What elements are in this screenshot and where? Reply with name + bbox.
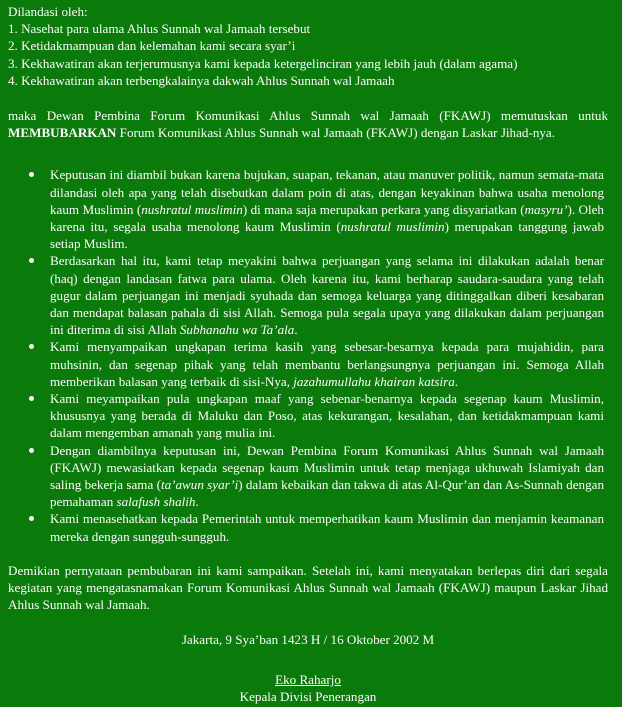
reason-item: 3. Kekhawatiran akan terjerumusnya kami kepada ketergelinciran yang lebih jauh (dalam agama) [8,55,518,71]
list-item: Keputusan ini diambil bukan karena bujukan, suapan, tekanan, atau manuver politik, namun semata-mata dilandasi oleh apa yang telah disebutkan dalam poin di atas, dengan keyakinan bahwa usaha menolong kaum Muslimin (nushratul muslimin) di mana saja merupakan perkara yang disyariatkan (masyru’). Oleh karena itu, segala usaha menolong kaum Muslimin (nushratul muslimin) merupakan tanggung jawab setiap Muslim. [40,166,604,252]
reason-item: 4. Kekhawatiran akan terbengkalainya dakwah Ahlus Sunnah wal Jamaah [8,72,395,88]
list-item: Kami menyampaikan ungkapan terima kasih yang sebesar-besarnya kepada para mujahidin, para muhsinin, dan segenap pihak yang telah membantu berlangsungnya perjuangan ini. Semoga Allah memberikan balasan yang terbaik di sisi-Nya, jazahumullahu khairan katsira. [40,338,604,390]
reason-item: 2. Ketidakmampuan dan kelemahan kami secara syar’i [8,38,296,54]
list-item: Kami menasehatkan kepada Pemerintah untuk memperhatikan kaum Muslimin dan menjamin keamanan mereka dengan sungguh-sungguh. [40,510,604,544]
signatory-title: Kepala Divisi Penerangan [239,688,377,704]
decision-paragraph: maka Dewan Pembina Forum Komunikasi Ahlus Sunnah wal Jamaah (FKAWJ) memutuskan untuk MEMBUBARKAN Forum Komunikasi Ahlus Sunnah wal Jamaah (FKAWJ) dengan Laskar Jihad-nya. [8,108,608,141]
intro-label: Dilandasi oleh: [8,4,88,19]
closing-paragraph: Demikian pernyataan pembubaran ini kami sampaikan. Setelah ini, kami menyatakan berlepas diri dari segala kegiatan yang mengatasnamakan Forum Komunikasi Ahlus Sunnah wal Jamaah (FKAWJ) maupun Laskar Jihad Ahlus Sunnah wal Jamaah. [8,562,608,613]
reasons-list [8,20,608,89]
signatory-name: Eko Raharjo [275,671,341,687]
list-item: Kami meyampaikan pula ungkapan maaf yang sebenar-benarnya kepada segenap kaum Muslimin, khususnya yang berada di Maluku dan Poso, atas kekurangan, kesalahan, dan ketidakmampuan kami dalam mengemban amanah yang mulia ini. [40,390,604,442]
points-list [8,166,608,544]
list-item: Dengan diambilnya keputusan ini, Dewan Pembina Forum Komunikasi Ahlus Sunnah wal Jamaah (FKAWJ) mewasiatkan kepada segenap kaum Muslimin untuk tetap menjaga ukhuwah Islamiyah dan saling bekerja sama (ta’awun syar’i) dalam kebaikan dan takwa di atas Al-Qur’an dan As-Sunnah dengan pemahaman salafush shalih. [40,442,604,511]
date-place: Jakarta, 9 Sya’ban 1423 H / 16 Oktober 2002 M [181,631,435,647]
decision-keyword: MEMBUBARKAN [8,125,117,141]
reason-item: 1. Nasehat para ulama Ahlus Sunnah wal Jamaah tersebut [8,21,311,37]
list-item: Berdasarkan hal itu, kami tetap meyakini bahwa perjuangan yang selama ini dilakukan adalah benar (haq) dengan landasan fatwa para ulama. Oleh karena itu, kami berharap saudara-saudara yang telah gugur dalam perjuangan ini menjadi syuhada dan semoga keluarga yang ditinggalkan diberi kesabaran dan mendapat balasan pahala di sisi Allah. Semoga pula segala upaya yang dilakukan dalam perjuangan ini diterima di sisi Allah Subhanahu wa Ta’ala. [40,252,604,338]
